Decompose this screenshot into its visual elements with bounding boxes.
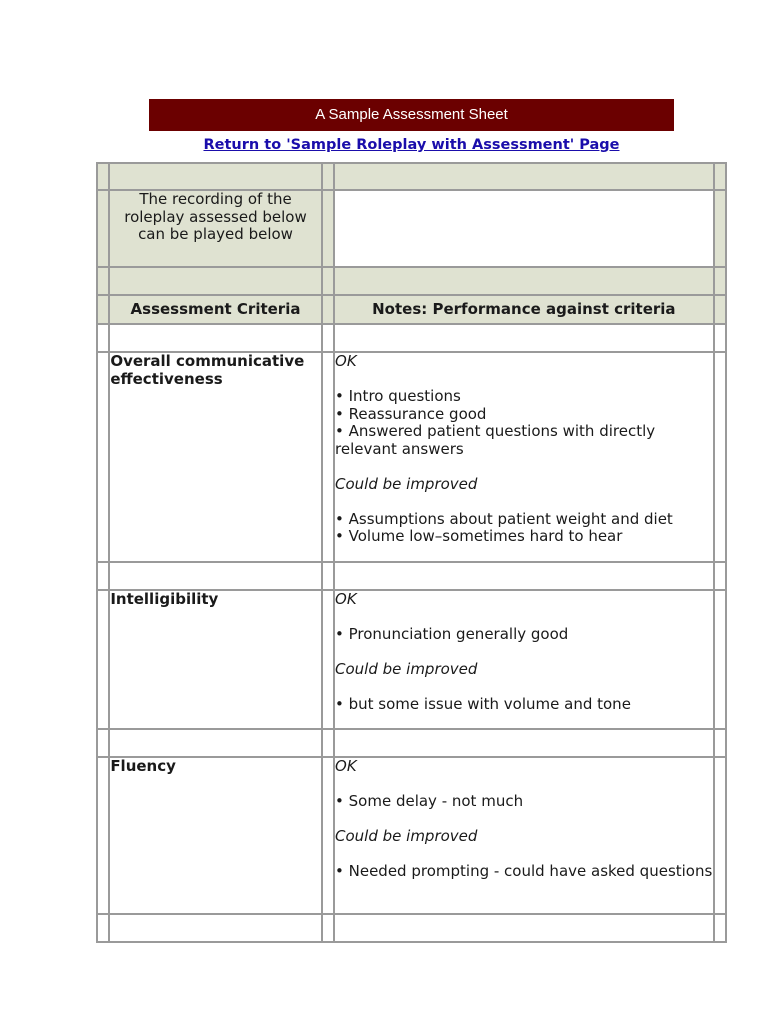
- table-cell: [714, 295, 726, 324]
- table-cell: [97, 562, 109, 590]
- spacer-row: [97, 163, 726, 190]
- improve-label: Could be improved: [335, 474, 478, 493]
- note-item: • Intro questions: [335, 387, 461, 405]
- table-cell: [97, 163, 109, 190]
- table-cell: [714, 757, 726, 914]
- table-cell: [109, 562, 321, 590]
- table-cell: [109, 729, 321, 757]
- header-row: [97, 295, 726, 324]
- table-cell: [97, 757, 109, 914]
- criterion-label: Fluency: [109, 757, 321, 914]
- criterion-label: Overall communicative effectiveness: [109, 352, 321, 562]
- table-cell: [109, 914, 321, 942]
- table-cell: [109, 324, 321, 352]
- table-cell: [322, 190, 334, 267]
- table-cell: [334, 729, 714, 757]
- criteria-header: Assessment Criteria: [109, 295, 321, 324]
- table-cell: [97, 295, 109, 324]
- note-item: • but some issue with volume and tone: [335, 695, 631, 713]
- table-cell: [334, 267, 714, 295]
- ok-label: OK: [335, 352, 357, 370]
- spacer-row: [97, 324, 726, 352]
- note-item: • Volume low–sometimes hard to hear: [335, 527, 623, 545]
- recording-note: The recording of the roleplay assessed below can be played below: [109, 190, 321, 267]
- table-cell: [714, 190, 726, 267]
- ok-label: OK: [335, 590, 357, 608]
- return-link[interactable]: Return to 'Sample Roleplay with Assessment' Page: [203, 137, 620, 153]
- spacer-row: [97, 562, 726, 590]
- table-cell: [97, 267, 109, 295]
- spacer-row: [97, 267, 726, 295]
- table-cell: [714, 352, 726, 562]
- table-cell: [714, 562, 726, 590]
- note-item: • Assumptions about patient weight and diet: [335, 509, 673, 528]
- table-cell: [97, 729, 109, 757]
- recording-player-cell: [334, 190, 714, 267]
- table-cell: [714, 914, 726, 942]
- criterion-notes: [334, 757, 714, 914]
- criterion-label: Intelligibility: [109, 590, 321, 729]
- note-item: • Some delay - not much: [335, 792, 524, 810]
- table-cell: [334, 324, 714, 352]
- table-cell: [322, 295, 334, 324]
- table-cell: [714, 324, 726, 352]
- criterion-row: [97, 757, 726, 914]
- improve-label: Could be improved: [335, 827, 478, 845]
- criterion-row: [97, 590, 726, 729]
- table-cell: [334, 562, 714, 590]
- spacer-row: [97, 914, 726, 942]
- table-cell: [97, 914, 109, 942]
- note-item: • Answered patient questions with directly relevant answers: [335, 422, 656, 458]
- table-cell: [322, 729, 334, 757]
- table-cell: [97, 324, 109, 352]
- ok-label: OK: [335, 757, 357, 775]
- improve-label: Could be improved: [335, 660, 478, 678]
- table-cell: [322, 267, 334, 295]
- table-cell: [714, 729, 726, 757]
- table-cell: [322, 163, 334, 190]
- table-cell: [714, 163, 726, 190]
- notes-header: Notes: Performance against criteria: [334, 295, 714, 324]
- table-cell: [322, 324, 334, 352]
- table-cell: [109, 163, 321, 190]
- table-cell: [97, 190, 109, 267]
- criterion-notes: [334, 590, 714, 729]
- table-cell: [97, 590, 109, 729]
- table-cell: [322, 562, 334, 590]
- table-cell: [334, 914, 714, 942]
- note-item: • Reassurance good: [335, 404, 487, 423]
- table-cell: [322, 914, 334, 942]
- assessment-table: [96, 162, 727, 943]
- recording-row: [97, 190, 726, 267]
- note-item: • Needed prompting - could have asked questions: [335, 862, 713, 880]
- table-cell: [322, 352, 334, 562]
- table-cell: [97, 352, 109, 562]
- spacer-row: [97, 729, 726, 757]
- criterion-notes: [334, 352, 714, 562]
- table-cell: [322, 590, 334, 729]
- table-cell: [714, 267, 726, 295]
- table-cell: [714, 590, 726, 729]
- page-banner: A Sample Assessment Sheet: [149, 99, 674, 131]
- table-cell: [322, 757, 334, 914]
- note-item: • Pronunciation generally good: [335, 625, 569, 643]
- criterion-row: [97, 352, 726, 562]
- table-cell: [334, 163, 714, 190]
- table-cell: [109, 267, 321, 295]
